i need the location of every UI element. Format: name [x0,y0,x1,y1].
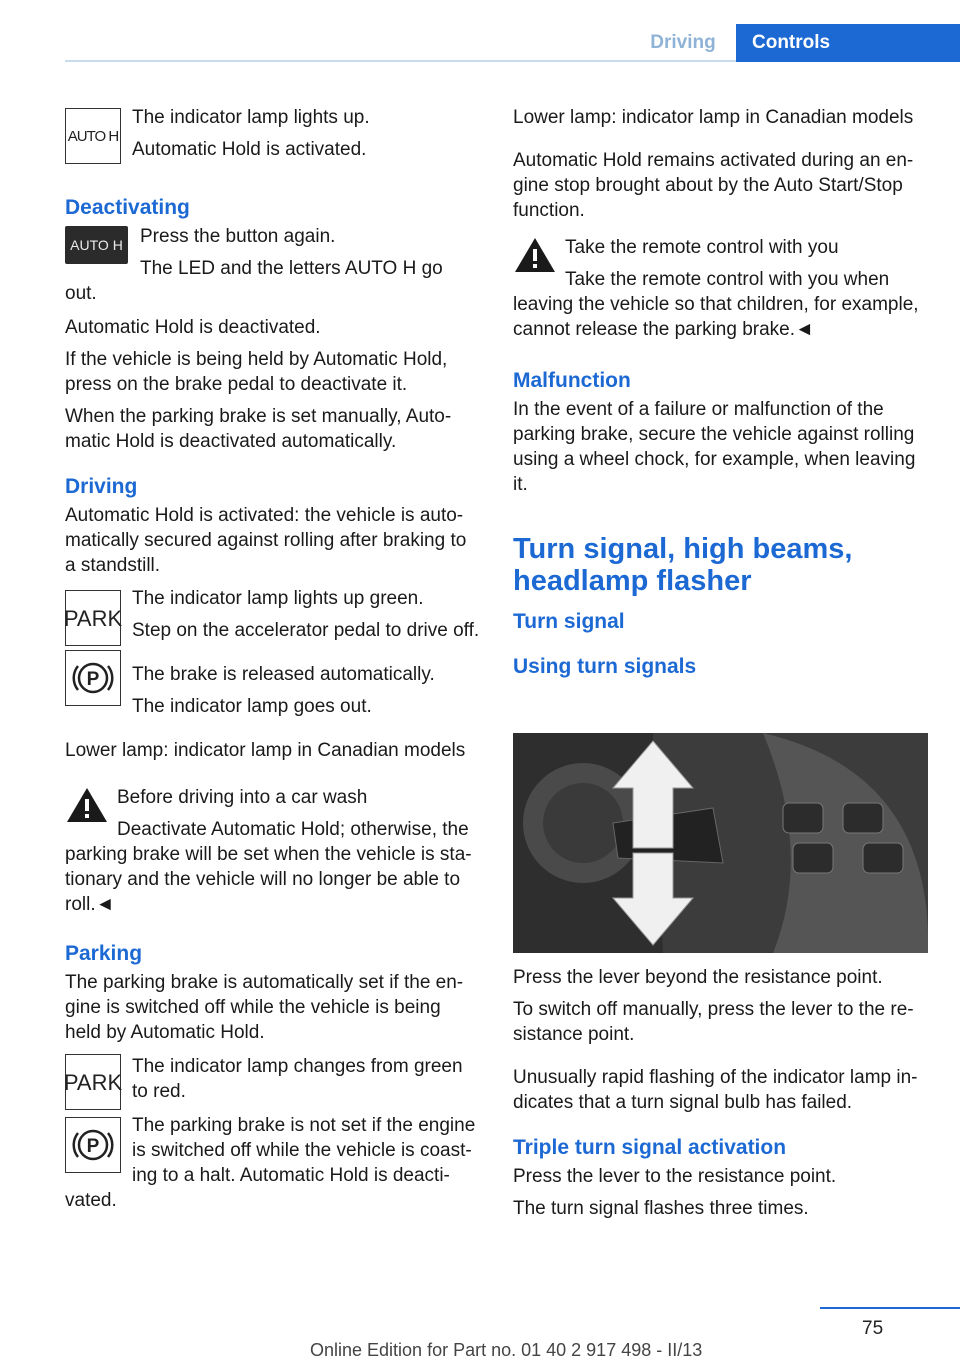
page-number: 75 [862,1318,884,1339]
park-row-2 [65,1054,481,1113]
header-chapter-tab: Controls [736,24,960,62]
step-accel-text: Step on the accelerator pedal to drive off. [132,620,480,641]
led-out-text-cont: out. [65,283,97,304]
lower-lamp-text-right: Lower lamp: indicator lamp in Canadian models [513,107,914,128]
svg-text:P: P [86,1136,100,1157]
remains-text: Automatic Hold remains activated during an en-gine stop brought about by the Auto Start/Stop function. [513,150,914,221]
left-column [65,105,481,1213]
header-section: Driving [650,32,716,53]
svg-text:P: P [86,669,100,690]
lamp-goes-out-text: The indicator lamp goes out. [132,696,372,717]
park-lamp-icon: PARK [65,590,121,646]
parking-brake-symbol [71,656,115,700]
remote-warning [513,235,929,342]
remote-text: Take the remote control with you when [565,269,890,290]
lamp-green-text: The indicator lamp lights up green. [132,588,424,609]
warning-icon-2 [513,235,557,275]
triple-text-1: Press the lever to the resistance point. [513,1166,837,1187]
remote-title: Take the remote control with you [565,237,839,258]
held-text: If the vehicle is being held by Automatic Hold, press on the brake pedal to deactivate it. [65,349,448,395]
carwash-text-cont: parking brake will be set when the vehicle is sta-tionary and the vehicle will no longer be able to roll.◄ [65,844,472,915]
led-out-text: The LED and the letters AUTO H go [140,258,443,279]
remote-text-cont: leaving the vehicle so that children, for example, cannot release the parking brake.◄ [513,294,919,340]
switch-off-text: To switch off manually, press the lever to the re-sistance point. [513,999,914,1045]
carwash-warning [65,785,481,917]
edition-footer: Online Edition for Part no. 01 40 2 917 498 - II/13 [310,1340,703,1360]
brake-released-text: The brake is released automatically. [132,664,435,685]
triple-text-2: The turn signal flashes three times. [513,1198,809,1219]
triple-turn-heading: Triple turn signal activation [513,1136,787,1159]
autoh-lamp-icon: AUTO H [65,108,121,164]
carwash-text: Deactivate Automatic Hold; otherwise, the [117,819,469,840]
driving-heading: Driving [65,475,138,498]
park-lamp-icon-2: PARK [65,1054,121,1110]
autoh-lamp-row [65,105,481,165]
right-column-lower [513,965,929,1228]
manual-text: When the parking brake is set manually, Auto-matic Hold is deactivated automatically. [65,406,452,452]
right-column [513,105,929,683]
lamp-changes-text: The indicator lamp changes from green to red. [132,1056,463,1102]
p-row-2 [65,1113,481,1213]
turn-signal-lever-illustration [513,733,928,953]
malfunction-text: In the event of a failure or malfunction of the parking brake, secure the vehicle against rolling using a wheel chock, for example, when leaving it. [513,399,916,495]
deactivating-heading: Deactivating [65,196,190,219]
lamp-lights-up-text: The indicator lamp lights up. [132,107,370,128]
using-turn-signals-heading: Using turn signals [513,655,697,678]
parking-brake-icon-2 [65,1117,121,1173]
carwash-title: Before driving into a car wash [117,787,368,808]
not-set-text: The parking brake is not set if the engine is switched off while the vehicle is coast-ing to a halt. Automatic Hold is deacti- [132,1115,476,1186]
press-again-text: Press the button again. [140,226,336,247]
parking-brake-symbol-2 [71,1123,115,1167]
rapid-flash-text: Unusually rapid flashing of the indicator lamp in-dicates that a turn signal bulb has failed. [513,1067,918,1113]
parking-text: The parking brake is automatically set if the en-gine is switched off while the vehicle is being held by Automatic Hold. [65,972,464,1043]
turn-signal-subheading: Turn signal [513,610,625,633]
parking-brake-icon [65,650,121,706]
park-row [65,586,481,648]
footer-rule [820,1307,960,1309]
activated-text: Automatic Hold is activated. [132,139,367,160]
turn-signal-title: Turn signal, high beams, headlamp flasher [513,533,853,597]
malfunction-heading: Malfunction [513,369,631,392]
press-lever-text: Press the lever beyond the resistance point. [513,967,883,988]
autoh-button-row [65,224,481,306]
deactivated-text: Automatic Hold is deactivated. [65,317,321,338]
parking-heading: Parking [65,942,143,965]
lower-lamp-text: Lower lamp: indicator lamp in Canadian models [65,740,466,761]
not-set-text-cont: vated. [65,1190,117,1211]
warning-icon [65,785,109,825]
autoh-button-icon: AUTO H [65,226,128,264]
driving-text: Automatic Hold is activated: the vehicle is auto-matically secured against rolling after braking to a standstill. [65,505,467,576]
p-row [65,648,481,717]
